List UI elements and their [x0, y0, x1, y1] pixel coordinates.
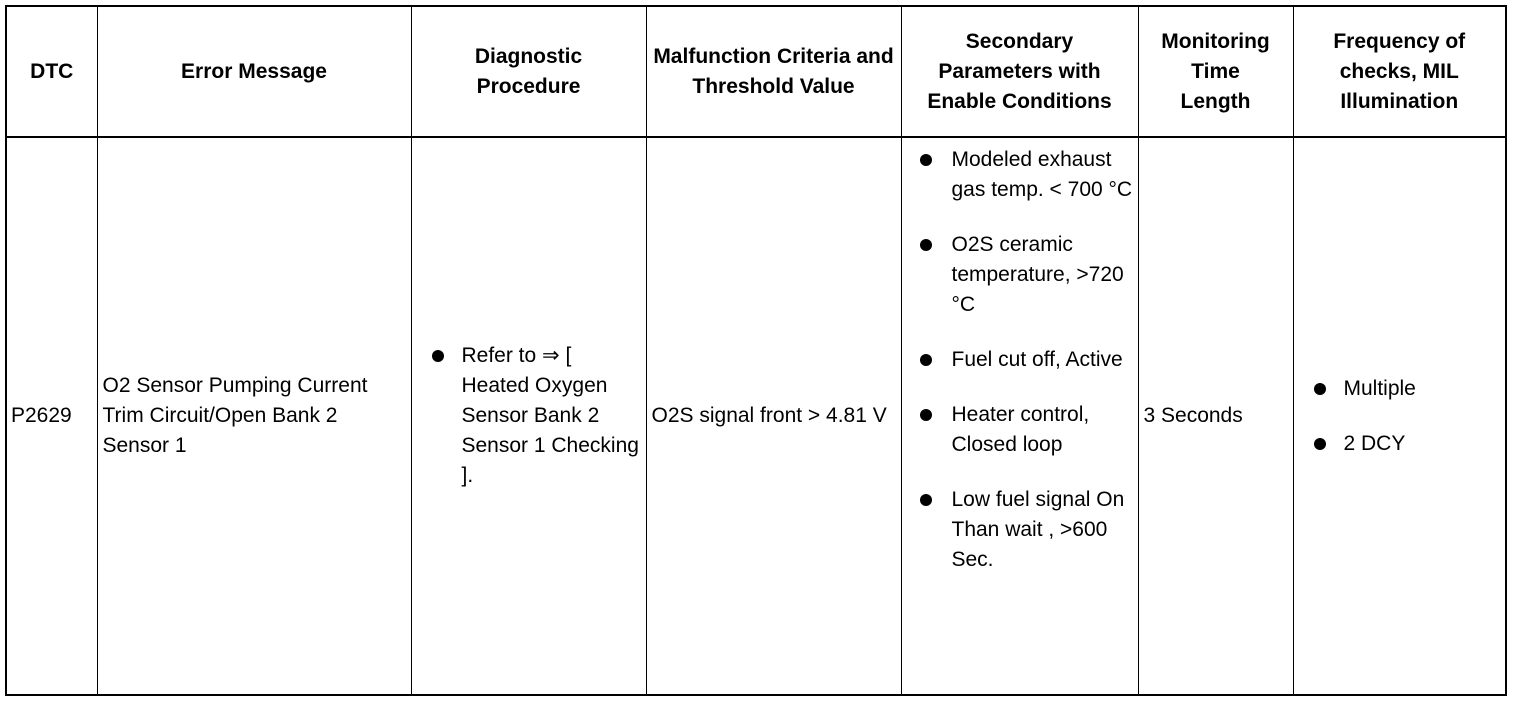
cell-diagnostic-procedure: [411, 137, 646, 694]
header-frequency: Frequency of checks, MIL Illumination: [1293, 7, 1505, 137]
list-item: 2 DCY: [1294, 429, 1501, 459]
dtc-table: [7, 7, 1505, 694]
header-diagnostic-procedure: Diagnostic Procedure: [411, 7, 646, 137]
list-item: Low fuel signal On Than wait , >600 Sec.: [902, 485, 1134, 575]
header-monitoring-time: Monitoring Time Length: [1138, 7, 1293, 137]
header-row: [7, 7, 1505, 137]
frequency-list: [1294, 374, 1501, 459]
list-item: Multiple: [1294, 374, 1501, 404]
header-secondary-parameters: Secondary Parameters with Enable Conditions: [901, 7, 1138, 137]
secondary-parameters-list: [902, 145, 1134, 575]
list-item: O2S ceramic temperature, >720 °C: [902, 230, 1134, 320]
cell-secondary-parameters: [901, 137, 1138, 694]
header-malfunction-criteria: Malfunction Criteria and Threshold Value: [646, 7, 901, 137]
cell-malfunction-criteria: O2S signal front > 4.81 V: [646, 137, 901, 694]
list-item: Modeled exhaust gas temp. < 700 °C: [902, 145, 1134, 205]
procedure-list: [412, 341, 642, 491]
list-item: Heater control, Closed loop: [902, 400, 1134, 460]
header-error-message: Error Message: [97, 7, 411, 137]
cell-frequency: [1293, 137, 1505, 694]
table-row: [7, 137, 1505, 694]
procedure-item: Refer to ⇒ [ Heated Oxygen Sensor Bank 2 Sensor 1 Checking ].: [412, 341, 642, 491]
list-item: Fuel cut off, Active: [902, 345, 1134, 375]
cell-error-message: O2 Sensor Pumping Current Trim Circuit/Open Bank 2 Sensor 1: [97, 137, 411, 694]
cell-dtc: P2629: [7, 137, 97, 694]
cell-monitoring-time: 3 Seconds: [1138, 137, 1293, 694]
dtc-table-frame: [5, 5, 1507, 696]
header-dtc: DTC: [7, 7, 97, 137]
